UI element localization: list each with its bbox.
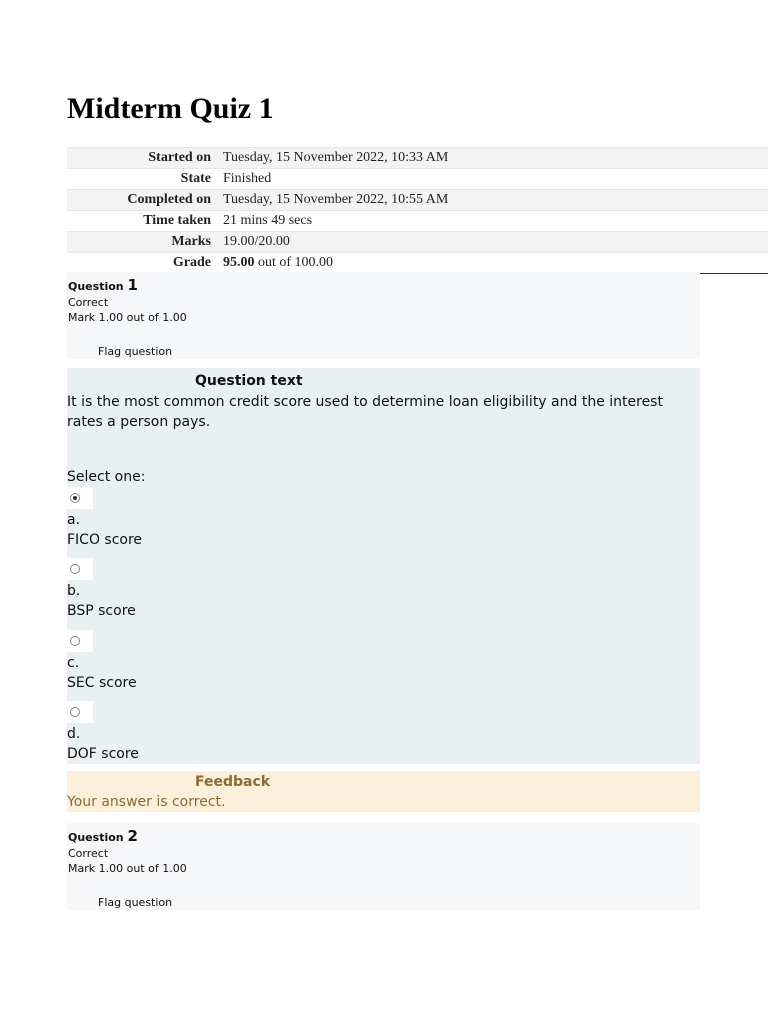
summary-value: 19.00/20.00	[217, 232, 768, 253]
option-label[interactable]: SEC score	[67, 675, 137, 691]
summary-value: 21 mins 49 secs	[217, 211, 768, 232]
question-number-value: 2	[127, 827, 138, 845]
summary-row-time-taken	[67, 211, 768, 232]
page-title: Midterm Quiz 1	[67, 92, 274, 125]
summary-label: Completed on	[67, 190, 217, 211]
radio-checked-icon	[70, 493, 80, 503]
option-c-radio[interactable]	[67, 630, 93, 652]
select-one-prompt: Select one:	[67, 469, 146, 485]
summary-row-grade	[67, 253, 768, 274]
option-b-radio[interactable]	[67, 558, 93, 580]
summary-row-started-on	[67, 148, 768, 169]
summary-value: Tuesday, 15 November 2022, 10:33 AM	[217, 148, 768, 169]
option-letter: d.	[67, 726, 81, 742]
feedback-text: Your answer is correct.	[67, 794, 226, 810]
question-text-heading: Question text	[195, 373, 303, 389]
flag-question-link[interactable]: Flag question	[98, 345, 173, 358]
question-label: Question	[68, 280, 124, 293]
radio-unchecked-icon	[70, 636, 80, 646]
question-state: Correct	[68, 847, 109, 860]
summary-label: Started on	[67, 148, 217, 169]
question-grade: Mark 1.00 out of 1.00	[68, 862, 187, 875]
question-label: Question	[68, 831, 124, 844]
option-letter: a.	[67, 512, 81, 528]
option-label[interactable]: DOF score	[67, 746, 139, 762]
question-state: Correct	[68, 296, 109, 309]
summary-label: Grade	[67, 253, 217, 274]
question-number-value: 1	[127, 276, 138, 294]
summary-label: Marks	[67, 232, 217, 253]
summary-value: Finished	[217, 169, 768, 190]
summary-label: State	[67, 169, 217, 190]
radio-unchecked-icon	[70, 707, 80, 717]
radio-unchecked-icon	[70, 564, 80, 574]
quiz-summary-table	[67, 147, 768, 274]
question-number	[68, 827, 138, 845]
question-info-1	[67, 272, 700, 359]
feedback-heading: Feedback	[195, 774, 271, 790]
option-a-radio[interactable]	[67, 487, 93, 509]
summary-value: Tuesday, 15 November 2022, 10:55 AM	[217, 190, 768, 211]
grade-score: 95.00	[223, 255, 255, 270]
option-d-radio[interactable]	[67, 701, 93, 723]
summary-value	[217, 253, 768, 274]
feedback-box	[67, 771, 700, 812]
question-number	[68, 276, 138, 294]
option-label[interactable]: BSP score	[67, 603, 136, 619]
question-formulation	[67, 368, 700, 764]
summary-row-state	[67, 169, 768, 190]
flag-question-link[interactable]: Flag question	[98, 896, 173, 909]
question-text: It is the most common credit score used to determine loan eligibility and the interest rates a person pays.	[67, 394, 663, 430]
summary-row-marks	[67, 232, 768, 253]
grade-out-of: out of 100.00	[254, 255, 334, 270]
question-grade: Mark 1.00 out of 1.00	[68, 311, 187, 324]
summary-row-completed-on	[67, 190, 768, 211]
question-info-2	[67, 823, 700, 910]
option-letter: c.	[67, 655, 80, 671]
option-label[interactable]: FICO score	[67, 532, 143, 548]
summary-label: Time taken	[67, 211, 217, 232]
option-letter: b.	[67, 583, 81, 599]
